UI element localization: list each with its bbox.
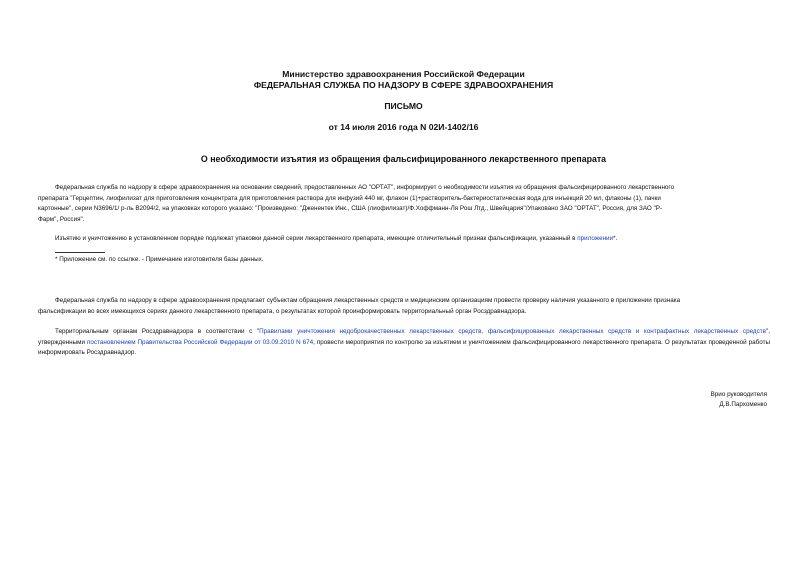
destruction-rules-link[interactable]: Правилами уничтожения недоброкачественных лекарственных средств, фальсифицированных лекарственных средств и контрафактных лекарственных средств <box>259 328 766 335</box>
paragraph-text: Территориальным органам Росздравнадзора в соответствии с " <box>55 328 260 335</box>
appendix-link[interactable]: приложении <box>577 235 614 242</box>
paragraph-territorial-bodies <box>38 327 770 359</box>
paragraph-line: препарата "Герцептин, лиофилизат для приготовления концентрата для приготовления раствора для инфузий 440 мг, флакон (1)+растворитель-бактериостатическая вода для инъекций 20 мл, флаконы (1), пачки <box>38 194 661 202</box>
paragraph-notification <box>38 183 773 223</box>
paragraph-line: Федеральная служба по надзору в сфере здравоохранения предлагает субъектам обращения лекарственных средств и медицинским организациям провести проверку наличия указанного в приложении признака <box>55 297 681 304</box>
paragraph-text: , провести мероприятия по контролю за изъятием и уничтожением фальсифицированного лекарственного препарата. О результатах проведенной работы информировать Росздравнадзор. <box>38 338 771 357</box>
paragraph-withdrawal <box>38 234 770 245</box>
paragraph-text: Изъятию и уничтожению в установленном порядке подлежат упаковки данной серии лекарственного препарата, имеющие отличительный признак фальсификации, указанный в <box>55 235 578 242</box>
document-subject: О необходимости изъятия из обращения фальсифицированного лекарственного препарата <box>200 154 607 164</box>
footnote: * Приложение см. по ссылке. - Примечание изготовителя базы данных. <box>55 256 264 263</box>
service-name: ФЕДЕРАЛЬНАЯ СЛУЖБА ПО НАДЗОРУ В СФЕРЕ ЗДРАВООХРАНЕНИЯ <box>253 80 554 90</box>
footnote-divider <box>55 252 105 253</box>
paragraph-inspection <box>38 296 773 317</box>
signatory-position: Врио руководителя <box>710 391 767 398</box>
paragraph-line: Фарм", Россия". <box>38 215 85 223</box>
document-type: ПИСЬМО <box>384 101 423 111</box>
paragraph-text: ", утвержденными <box>38 328 770 346</box>
government-decree-link[interactable]: постановлением Правительства Российской Федерации от 03.09.2010 N 674 <box>87 338 314 346</box>
paragraph-text: *. <box>613 235 618 242</box>
paragraph-line: Федеральная служба по надзору в сфере здравоохранения на основании сведений, предоставленных АО "ОРТАТ", информирует о необходимости изъятия из обращения фальсифицированного лекарственного <box>55 184 675 191</box>
signatory-name: Д.В.Пархоменко <box>719 401 767 408</box>
document-date-number: от 14 июля 2016 года N 02И-1402/16 <box>328 122 479 132</box>
paragraph-line: фальсификации во всех имеющихся сериях данного лекарственного препарата, о результатах которой проинформировать территориальный орган Росздравнадзора. <box>38 307 527 315</box>
ministry-name: Министерство здравоохранения Российской Федерации <box>282 69 525 79</box>
paragraph-line: картонные", серии N3696/1/ р-ль В2094/2, на упаковках которого указано: "Произведено: "Дженентек Инк., США (лиофилизат)/Ф.Хоффманн-Ля Рош Лтд., Швейцария"/Упаковано ЗАО "ОРТАТ", Россия, для ЗАО "Р- <box>38 205 663 213</box>
